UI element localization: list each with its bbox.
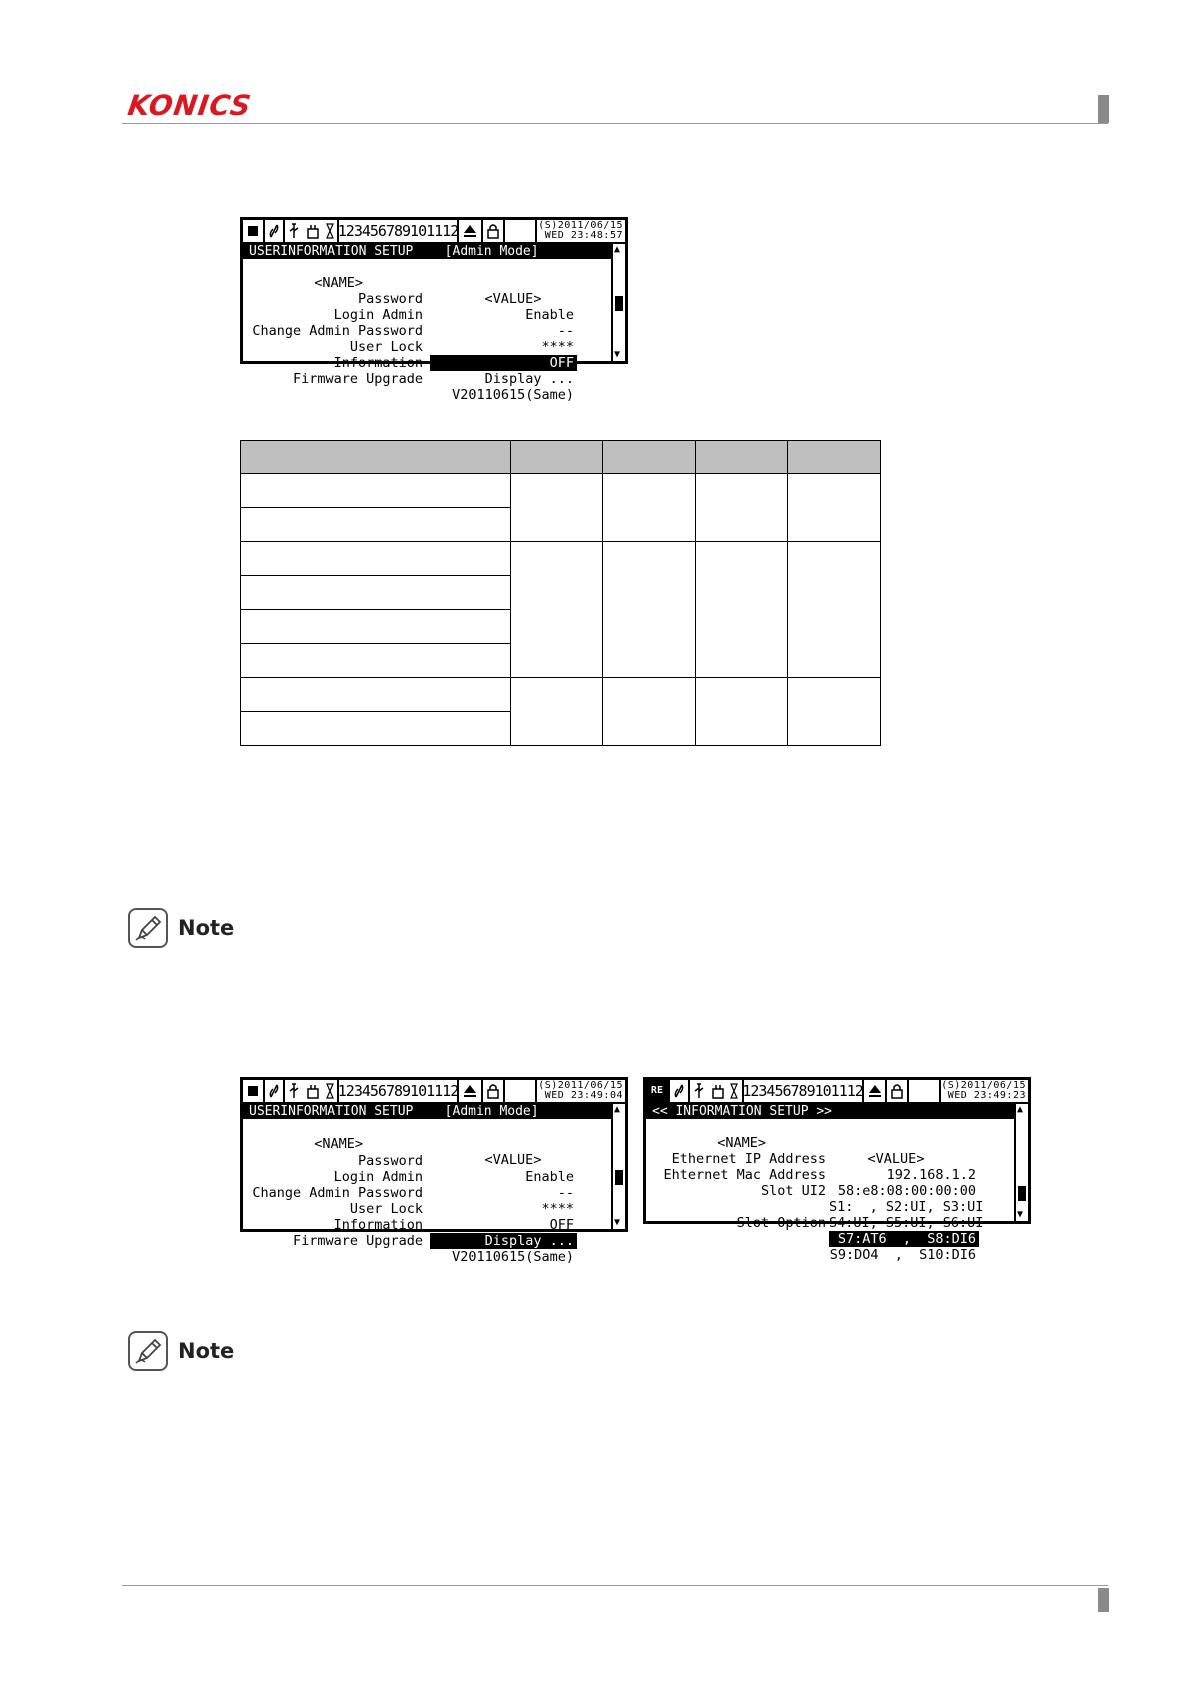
setting-name: Password [357, 1153, 423, 1169]
memory-icon [307, 1083, 319, 1099]
scroll-thumb[interactable] [615, 296, 623, 311]
stop-icon [243, 220, 265, 242]
table-cell [696, 678, 788, 746]
info-name: Ehternet Mac Address [663, 1167, 826, 1183]
status-blank [505, 220, 537, 242]
header-edge-tab [1098, 95, 1109, 123]
value-column-header: <VALUE> [484, 1152, 542, 1168]
datetime [537, 220, 625, 242]
usb-icon [285, 220, 339, 242]
table-row [241, 678, 881, 712]
pencil-note-icon [128, 1331, 168, 1371]
scroll-thumb[interactable] [615, 1170, 623, 1185]
setting-value: -- [557, 323, 574, 339]
setting-value: OFF [549, 1217, 574, 1233]
eject-icon [459, 220, 483, 242]
pencil-note-icon [128, 908, 168, 948]
scroll-up-icon: ▲ [614, 1104, 621, 1115]
name-column-header: <NAME> [717, 1135, 766, 1151]
table-cell [696, 542, 788, 678]
table-header-cell [511, 441, 603, 474]
table-cell [241, 644, 511, 678]
info-value: 192.168.1.2 [886, 1167, 976, 1183]
note-callout [128, 908, 234, 948]
lcd-title: USERINFORMATION SETUP [Admin Mode] [243, 1104, 611, 1119]
scroll-down-icon: ▼ [614, 349, 621, 360]
table-cell [511, 542, 603, 678]
note-label: Note [178, 1339, 235, 1363]
setting-name: Login Admin [333, 1169, 423, 1185]
table-row [241, 474, 881, 508]
table-header-row [241, 441, 881, 474]
setting-name: Firmware Upgrade [292, 1233, 423, 1249]
name-column-header: <NAME> [314, 1136, 363, 1152]
lock-icon [483, 220, 505, 242]
lcd-screen-information [240, 1077, 628, 1265]
setting-name: Change Admin Password [252, 323, 423, 339]
link-icon [670, 1080, 690, 1102]
lcd-scrollbar[interactable] [611, 1104, 625, 1229]
memory-icon [712, 1083, 724, 1099]
table-cell [603, 474, 696, 542]
date-text: (S)2011/06/15 [538, 220, 623, 231]
eject-icon [864, 1080, 888, 1102]
date-text: (S)2011/06/15 [538, 1080, 623, 1091]
lock-icon [887, 1080, 909, 1102]
setting-name: Change Admin Password [252, 1185, 423, 1201]
setting-name: Firmware Upgrade [292, 371, 423, 387]
info-value: S1: , S2:UI, S3:UI [829, 1199, 984, 1215]
table-cell [241, 610, 511, 644]
lcd-status-bar [646, 1080, 1028, 1104]
scroll-thumb[interactable] [1018, 1186, 1026, 1201]
note-label: Note [178, 916, 235, 940]
setting-name: Login Admin [333, 307, 423, 323]
eject-icon [459, 1080, 483, 1102]
setting-value: Enable [525, 1169, 574, 1185]
table-cell [788, 474, 881, 542]
spec-table [240, 440, 881, 746]
setting-value: V20110615(Same) [452, 1249, 574, 1265]
table-cell [603, 542, 696, 678]
lcd-screen-user-lock [240, 217, 628, 403]
setting-value-selected: OFF [430, 355, 577, 371]
table-cell [241, 712, 511, 746]
table-header-cell [696, 441, 788, 474]
datetime [941, 1080, 1028, 1102]
setting-value-selected: Display ... [430, 1233, 577, 1249]
info-value: 58:e8:08:00:00:00 [837, 1183, 976, 1199]
link-icon [265, 220, 285, 242]
lcd-status-bar [243, 1080, 625, 1104]
scroll-down-icon: ▼ [1017, 1209, 1024, 1220]
channel-digits: 123456789101112 [744, 1080, 864, 1102]
setting-name: Information [333, 355, 423, 371]
setting-name: User Lock [349, 339, 423, 355]
table-cell [511, 678, 603, 746]
info-value-selected: S7:AT6 , S8:DI6 [829, 1231, 979, 1247]
setting-name: Password [357, 291, 423, 307]
table-header-cell [788, 441, 881, 474]
date-text: (S)2011/06/15 [941, 1080, 1026, 1091]
status-blank [505, 1080, 537, 1102]
scroll-up-icon: ▲ [614, 244, 621, 255]
value-column-header: <VALUE> [867, 1151, 925, 1167]
datetime [537, 1080, 625, 1102]
setting-value: Enable [525, 307, 574, 323]
setting-name: Information [333, 1217, 423, 1233]
hourglass-icon [326, 1083, 334, 1099]
time-text: WED 23:49:23 [947, 1090, 1026, 1101]
table-cell [511, 474, 603, 542]
scroll-up-icon: ▲ [1017, 1104, 1024, 1115]
hourglass-icon [326, 223, 334, 239]
stop-icon [243, 1080, 265, 1102]
value-column-header: <VALUE> [484, 291, 542, 307]
setting-value: **** [541, 339, 574, 355]
link-icon [265, 1080, 285, 1102]
memory-icon [307, 223, 319, 239]
status-blank [909, 1080, 941, 1102]
scroll-down-icon: ▼ [614, 1217, 621, 1228]
usb-icon [690, 1080, 744, 1102]
name-column-header: <NAME> [314, 275, 363, 291]
table-cell [241, 474, 511, 508]
table-cell [788, 678, 881, 746]
header-rule [122, 123, 1108, 124]
time-text: WED 23:48:57 [544, 230, 623, 241]
table-row [241, 542, 881, 576]
table-header-cell [603, 441, 696, 474]
hourglass-icon [730, 1083, 738, 1099]
lock-icon [483, 1080, 505, 1102]
setting-value: Display ... [484, 371, 574, 387]
table-cell [241, 508, 511, 542]
table-header-cell [241, 441, 511, 474]
table-cell [241, 678, 511, 712]
info-value: S9:DO4 , S10:DI6 [829, 1247, 976, 1263]
konics-logo: KONICS [125, 89, 254, 122]
lcd-scrollbar[interactable] [611, 244, 625, 361]
setting-value: -- [557, 1185, 574, 1201]
table-cell [241, 576, 511, 610]
lcd-title: USERINFORMATION SETUP [Admin Mode] [243, 244, 611, 259]
info-name: Ethernet IP Address [671, 1151, 826, 1167]
lcd-scrollbar[interactable] [1014, 1104, 1028, 1221]
setting-value: V20110615(Same) [452, 387, 574, 403]
lcd-title: << INFORMATION SETUP >> [646, 1104, 1014, 1119]
setting-value: **** [541, 1201, 574, 1217]
table-cell [603, 678, 696, 746]
info-name: Slot Option [736, 1215, 826, 1231]
info-value: S4:UI, S5:UI, S6:UI [829, 1215, 984, 1231]
lcd-status-bar [243, 220, 625, 244]
footer-edge-tab [1098, 1588, 1109, 1612]
info-name: Slot UI2 [760, 1183, 826, 1199]
table-cell [696, 474, 788, 542]
channel-digits: 123456789101112 [339, 1080, 459, 1102]
channel-digits: 123456789101112 [339, 220, 459, 242]
footer-rule [122, 1585, 1108, 1586]
record-badge: RE [646, 1080, 670, 1102]
table-cell [241, 542, 511, 576]
usb-icon [285, 1080, 339, 1102]
lcd-screen-information-setup [643, 1077, 1031, 1263]
note-callout [128, 1331, 234, 1371]
table-cell [788, 542, 881, 678]
setting-name: User Lock [349, 1201, 423, 1217]
time-text: WED 23:49:04 [544, 1090, 623, 1101]
